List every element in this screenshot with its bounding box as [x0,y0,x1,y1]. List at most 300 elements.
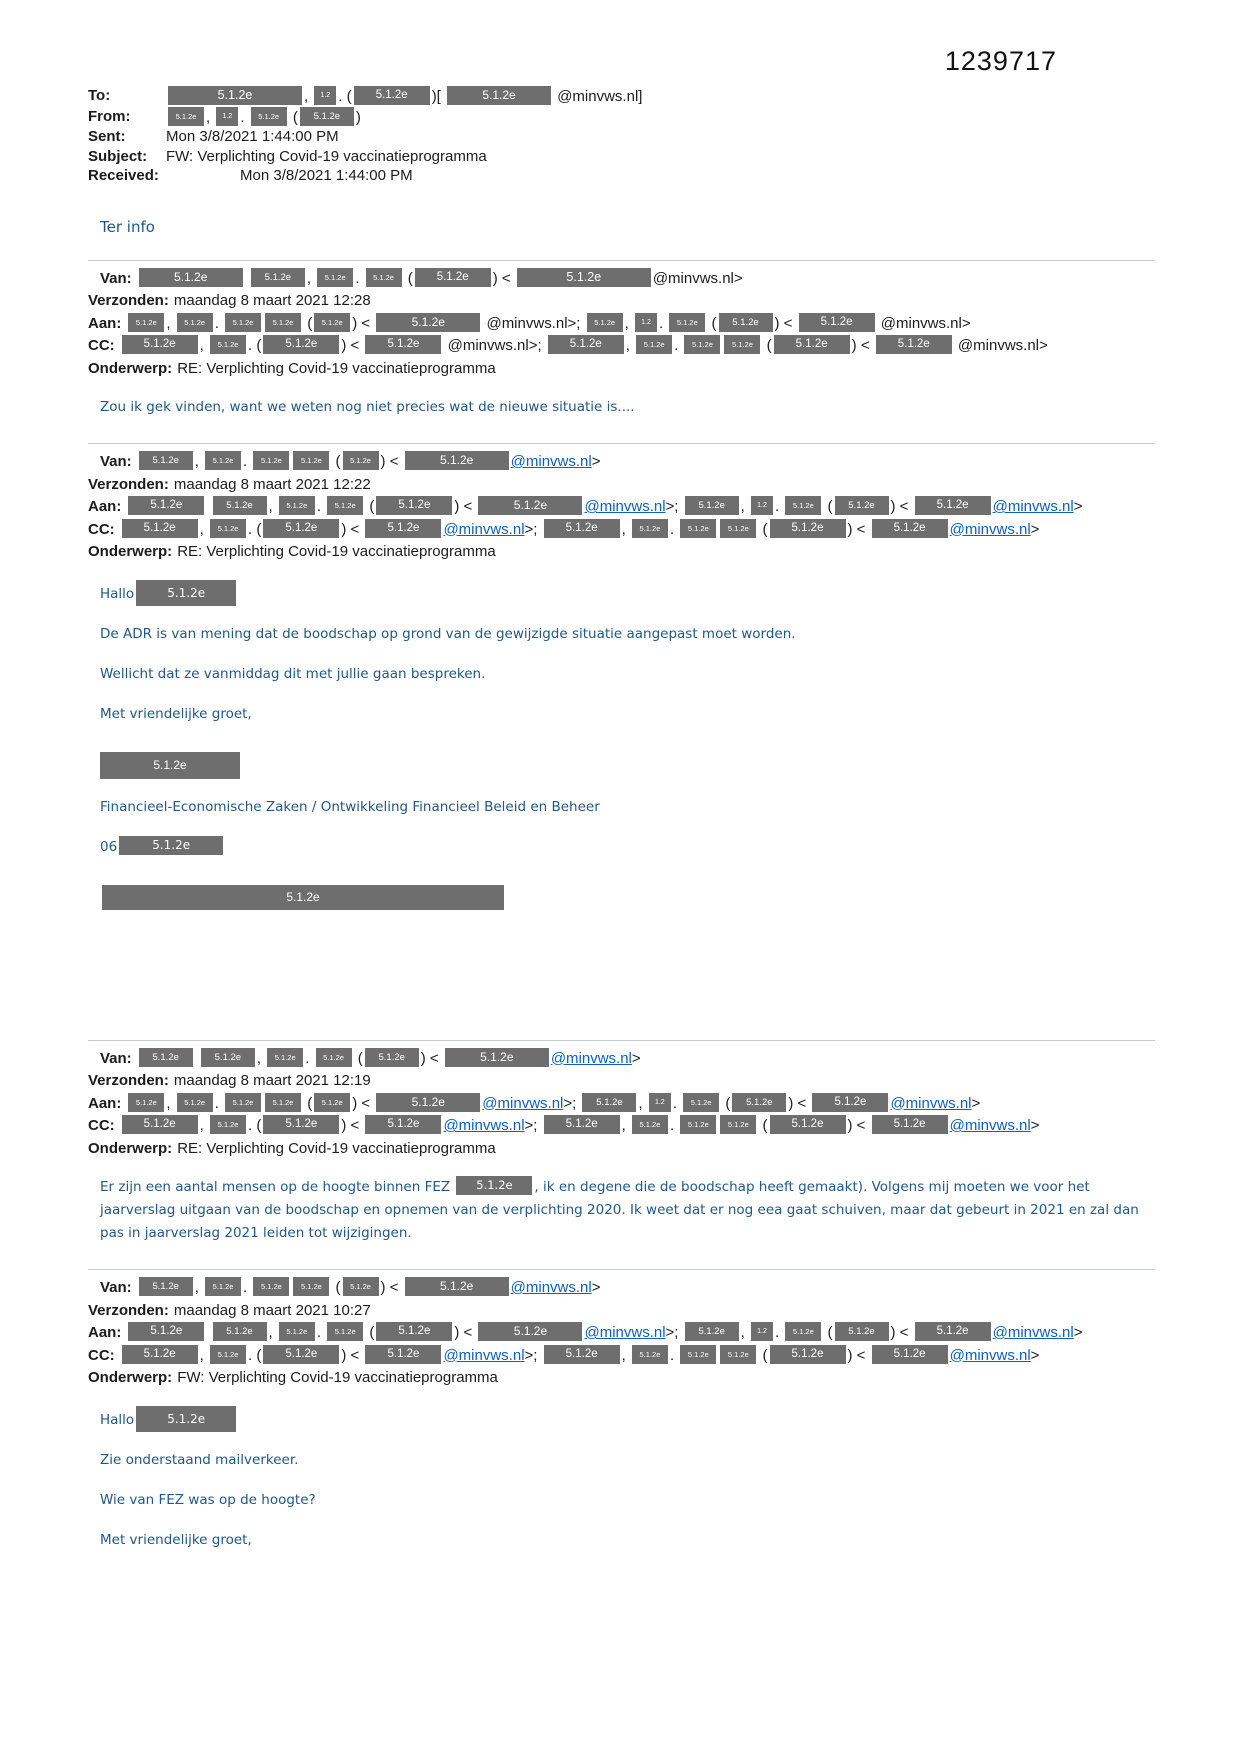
text-fragment: . [669,520,679,538]
text-fragment: ) < [847,1346,870,1364]
text-fragment: . ( [248,1117,262,1134]
redaction-box: 5.1.2e [376,496,452,515]
text-fragment: > [971,1094,981,1112]
text-fragment: ) < [851,337,874,354]
redaction-box: 5.1.2e [343,1277,379,1296]
text-fragment: , [268,498,277,515]
text-fragment: )[ [431,88,446,105]
text-fragment: ) < [380,453,403,470]
redaction-box: 5.1.2e [263,1345,339,1364]
redaction-box: 5.1.2e [724,335,760,354]
email-address-link[interactable]: @minvws.nl [949,1117,1031,1134]
text-fragment: Zou ik gek vinden, want we weten nog niet precies wat de nieuwe situatie is.... [100,399,635,415]
redaction-box: 5.1.2e [201,1048,255,1067]
field-value [137,1279,601,1296]
redaction-box: 5.1.2e [544,1115,620,1134]
email-field-row [88,541,1155,563]
redaction-box: 5.1.2e [327,1322,363,1341]
field-value [126,315,970,332]
text-fragment: > [1030,1346,1040,1364]
redaction-box: 5.1.2e [872,1345,948,1364]
redaction-box: 5.1.2e [314,1093,350,1112]
redaction-box: 5.1.2e [447,86,551,105]
text-fragment: . [316,1324,326,1341]
redaction-box: 5.1.2e [279,496,315,515]
email-field-row [88,1345,1155,1367]
field-value [120,521,1040,538]
field-label: Aan: [88,498,122,515]
text-fragment: @minvws.nl>; [482,314,585,332]
field-label: Verzonden: [88,1301,169,1319]
field-label: Van: [100,1279,132,1296]
email-address-link[interactable]: @minvws.nl [510,453,592,470]
redaction-box: 5.1.2e [915,1322,991,1341]
header-row [88,86,1155,107]
email-field-row [88,335,1155,357]
text-fragment: , [621,1117,630,1134]
text-fragment: , [740,498,749,515]
field-label: Aan: [88,1094,122,1112]
email-address-link[interactable]: @minvws.nl [992,498,1074,515]
text-fragment: . ( [248,1346,262,1364]
redaction-box: 5.1.2e [251,107,287,126]
text-fragment [206,1324,210,1341]
redaction-box: 5.1.2e [139,451,193,470]
redaction-box: 5.1.2e [478,1322,582,1341]
text-fragment: ) < [352,314,375,332]
field-label: CC: [88,337,115,354]
text-fragment: >; [665,498,683,515]
redaction-box: 5.1.2e [517,268,651,287]
redaction-box: 5.1.2e [139,268,243,287]
field-value: Mon 3/8/2021 1:44:00 PM [240,167,413,184]
text-fragment: ) < [492,269,515,287]
email-address-link[interactable]: @minvws.nl [584,498,666,515]
email-field-row [88,1048,1155,1070]
text-fragment: . [214,314,224,332]
redaction-box: 5.1.2e [720,519,756,538]
text-fragment: Met vriendelijke groet, [100,1531,252,1548]
email-address-link[interactable]: @minvws.nl [949,1346,1031,1364]
text-fragment: @minvws.nl> [652,269,743,287]
body-paragraph [100,396,1155,419]
email-address-link[interactable]: @minvws.nl [890,1094,972,1112]
text-fragment: , [166,1094,175,1112]
redaction-box: 1.2 [751,496,773,515]
body-paragraph [100,796,1155,819]
quoted-emails-container [88,260,1155,1552]
field-value [126,1095,980,1112]
redaction-box: 5.1.2e [293,1277,329,1296]
redaction-box: 5.1.2e [376,1093,480,1112]
field-label: Sent: [88,128,126,145]
text-fragment: ) [355,108,361,126]
body-paragraph [100,703,1155,726]
redaction-box: 5.1.2e [785,496,821,515]
redaction-bar: 5.1.2e [102,885,504,910]
field-value: maandag 8 maart 2021 12:28 [173,292,371,309]
field-label: CC: [88,1117,115,1134]
field-label: Onderwerp: [88,1369,173,1386]
field-label: Onderwerp: [88,1139,173,1157]
body-paragraph [100,1449,1155,1472]
text-fragment: Zie onderstaand mailverkeer. [100,1451,299,1468]
text-fragment: ) < [380,1279,403,1296]
email-address-link[interactable]: @minvws.nl [949,520,1031,538]
field-value: FW: Verplichting Covid-19 vaccinatieprogramma [166,147,487,165]
text-fragment: , [624,314,633,332]
email-address-link[interactable]: @minvws.nl [443,1346,525,1364]
text-fragment: . [658,314,668,332]
redaction-box: 5.1.2e [684,335,720,354]
email-field-row [88,1322,1155,1344]
redaction-box: 5.1.2e [770,1115,846,1134]
text-fragment: ( [823,498,833,515]
text-fragment: , [199,1117,209,1134]
email-address-link[interactable]: @minvws.nl [482,1094,564,1112]
text-fragment: , [306,269,316,287]
redaction-box: 5.1.2e [544,519,620,538]
text-fragment: , [621,1346,630,1364]
text-fragment: . [669,1117,679,1134]
redaction-box: 5.1.2e [213,1322,267,1341]
body-paragraph [100,580,1155,606]
redaction-box: 5.1.2e [835,496,889,515]
text-fragment: . [305,1049,314,1067]
email-field-row [88,290,1155,312]
redaction-box: 5.1.2e [136,580,236,606]
redaction-box: 5.1.2e [720,1345,756,1364]
field-value [166,107,1155,128]
text-fragment: . [672,1094,682,1112]
header-row [88,147,1155,167]
redaction-box: 5.1.2e [835,1322,889,1341]
redaction-box: 5.1.2e [872,519,948,538]
redaction-box: 5.1.2e [478,496,582,515]
text-fragment: ) < [847,520,870,538]
field-value: maandag 8 maart 2021 12:22 [173,475,371,493]
text-fragment: ) < [341,520,364,538]
redaction-box: 5.1.2e [263,1115,339,1134]
text-fragment: , [621,520,630,538]
redaction-box: 5.1.2e [685,496,739,515]
redaction-box: 5.1.2e [445,1048,549,1067]
text-fragment: ( [762,337,772,354]
redaction-box: 5.1.2e [210,335,246,354]
field-value [137,1050,641,1067]
text-fragment: . [240,108,249,126]
text-fragment: . [243,1279,252,1296]
text-fragment: >; [524,1117,542,1134]
field-value [120,337,1048,354]
redaction-box: 5.1.2e [267,1048,303,1067]
field-label: Onderwerp: [88,543,173,560]
redaction-box: 5.1.2e [128,313,164,332]
redaction-box: 5.1.2e [343,451,379,470]
header-row [88,166,1155,186]
text-fragment: ) < [890,498,913,515]
email-field-row [88,496,1155,518]
redaction-box: 5.1.2e [213,496,267,515]
field-label: Received: [88,167,159,184]
email-address-link[interactable]: @minvws.nl [992,1324,1074,1341]
text-fragment [195,1050,199,1067]
text-fragment: ( [303,1094,313,1112]
redaction-box: 5.1.2e [128,1322,204,1341]
field-label: CC: [88,1346,115,1364]
text-fragment: ( [303,314,313,332]
email-address-link[interactable]: @minvws.nl [443,1117,525,1134]
signature-redaction: 5.1.2e [100,752,240,779]
redaction-box: 5.1.2e [265,313,301,332]
text-fragment: , [740,1324,749,1341]
text-fragment: , [199,1346,209,1364]
field-value: maandag 8 maart 2021 12:19 [173,1072,371,1089]
text-fragment: ( [403,269,413,287]
redaction-box: 5.1.2e [872,1115,948,1134]
email-address-link[interactable]: @minvws.nl [510,1279,592,1296]
text-fragment: Hallo [100,585,135,602]
email-field-row [88,1367,1155,1389]
redaction-box: 5.1.2e [680,1345,716,1364]
text-fragment: . [674,337,683,354]
redaction-box: 5.1.2e [177,1093,213,1112]
redaction-box: 5.1.2e [587,313,623,332]
redaction-box: 5.1.2e [168,107,204,126]
email-address-link[interactable]: @minvws.nl [443,520,525,538]
redaction-box: 5.1.2e [376,313,480,332]
text-fragment: . [316,498,326,515]
text-fragment: @minvws.nl>; [443,337,546,354]
redaction-box: 5.1.2e [376,1322,452,1341]
redaction-box: 5.1.2e [799,313,875,332]
redaction-box: 5.1.2e [314,313,350,332]
text-fragment [206,498,210,515]
redaction-box: 5.1.2e [263,519,339,538]
redaction-box: 5.1.2e [210,1115,246,1134]
field-value [137,453,601,470]
field-label: Van: [100,1049,132,1067]
text-fragment: Hallo [100,1411,135,1428]
text-fragment: ( [707,314,717,332]
text-fragment: ) < [454,1324,477,1341]
field-value [166,86,1155,107]
redaction-box: 5.1.2e [253,1277,289,1296]
redaction-box: 5.1.2e [456,1176,532,1195]
redaction-box: 5.1.2e [327,496,363,515]
text-fragment: ( [823,1324,833,1341]
quoted-email-block [88,443,1155,910]
text-fragment: . ( [248,520,262,538]
redaction-box: 5.1.2e [770,519,846,538]
text-fragment: ) < [788,1094,811,1112]
field-label: Onderwerp: [88,359,173,377]
redaction-box: 5.1.2e [915,496,991,515]
text-fragment: . [355,269,364,287]
field-label: Subject: [88,147,148,165]
redaction-box: 5.1.2e [774,335,850,354]
redaction-box: 5.1.2e [544,1345,620,1364]
text-fragment: ( [758,1117,768,1134]
text-fragment: ( [758,1346,768,1364]
redaction-box: 5.1.2e [293,451,329,470]
text-fragment: . ( [248,337,262,354]
redaction-box: 5.1.2e [405,1277,509,1296]
redaction-box: 5.1.2e [128,1093,164,1112]
text-fragment: . [775,1324,784,1341]
redaction-box: 5.1.2e [136,1406,236,1432]
text-fragment: ) < [341,1346,364,1364]
body-paragraph [100,663,1155,686]
text-fragment: , [199,520,209,538]
field-value: maandag 8 maart 2021 10:27 [173,1301,371,1319]
email-field-row [88,313,1155,335]
redaction-box: 5.1.2e [732,1093,786,1112]
text-fragment: , [199,337,209,354]
text-fragment: ( [758,520,768,538]
redaction-box: 5.1.2e [210,519,246,538]
redaction-box: 5.1.2e [205,451,241,470]
field-label: To: [88,87,111,104]
quoted-email-block [88,1269,1155,1552]
redaction-box: 5.1.2e [680,519,716,538]
redaction-box: 5.1.2e [210,1345,246,1364]
email-address-link[interactable]: @minvws.nl [550,1049,632,1067]
redaction-box: 5.1.2e [354,86,430,105]
text-fragment: ( [353,1049,363,1067]
redaction-box: 5.1.2e [122,1115,198,1134]
field-value [137,270,743,287]
redaction-box: 1.2 [314,86,336,105]
email-field-row [88,1138,1155,1160]
redaction-box: 5.1.2e [365,1048,419,1067]
body-paragraph [100,1529,1155,1552]
redaction-box: 5.1.2e [279,1322,315,1341]
text-fragment: , [638,1094,647,1112]
redaction-box: 5.1.2e [119,836,223,855]
body-paragraph [100,1489,1155,1512]
redaction-box: 5.1.2e [365,519,441,538]
redaction-box: 5.1.2e [669,313,705,332]
body-paragraph [100,836,1155,859]
redaction-box: 5.1.2e [205,1277,241,1296]
redaction-box: 5.1.2e [812,1093,888,1112]
header-row [88,107,1155,128]
redaction-box: 5.1.2e [253,451,289,470]
field-value [120,1117,1040,1134]
text-fragment: ) < [847,1117,870,1134]
redaction-box: 5.1.2e [168,86,302,105]
text-fragment: . [775,498,784,515]
mail-header [88,86,1155,186]
text-fragment: , [194,453,204,470]
redaction-box: 5.1.2e [139,1048,193,1067]
email-field-row [88,519,1155,541]
text-fragment: ) < [341,1117,364,1134]
text-fragment: Financieel-Economische Zaken / Ontwikkeling Financieel Beleid en Beheer [100,798,600,815]
redaction-box: 5.1.2e [251,268,305,287]
redaction-box: 5.1.2e [225,313,261,332]
field-value [120,1347,1040,1364]
text-fragment: , [256,1049,266,1067]
redaction-box: 5.1.2e [632,1115,668,1134]
header-row [88,127,1155,147]
text-fragment: . [669,1346,679,1364]
text-fragment: Met vriendelijke groet, [100,705,252,722]
redaction-box: 5.1.2e [128,496,204,515]
email-field-row [88,1277,1155,1299]
redaction-box: 5.1.2e [683,1093,719,1112]
email-address-link[interactable]: @minvws.nl [584,1324,666,1341]
field-label: From: [88,107,131,125]
text-fragment: . ( [338,88,352,105]
text-fragment: ) < [341,337,364,354]
redaction-box: 5.1.2e [632,1345,668,1364]
text-fragment: >; [524,520,542,538]
text-fragment: @minvws.nl> [876,314,971,332]
field-value: RE: Verplichting Covid-19 vaccinatieprogramma [177,543,496,560]
text-fragment: @minvws.nl> [953,337,1048,354]
text-fragment: ) < [454,498,477,515]
text-fragment: ( [288,108,298,126]
redaction-box: 5.1.2e [632,519,668,538]
text-fragment: ( [365,1324,375,1341]
body-paragraph [100,1406,1155,1432]
redaction-box: 5.1.2e [265,1093,301,1112]
field-value [126,498,1082,515]
field-value: RE: Verplichting Covid-19 vaccinatieprogramma [177,1139,496,1157]
redaction-box: 5.1.2e [876,335,952,354]
text-fragment: , ik en degene die de boodschap heeft gemaakt). Volgens mij moeten we voor het jaarverslag uitgaan van de boodschap en opnemen van de verplichting 2020. Ik weet dat er nog eea gaat schuiven, maar dat gebeurt in 2021 en zal dan pas in jaarverslag 2021 leiden tot wijzigingen. [100,1179,1139,1241]
text-fragment: , [268,1324,277,1341]
text-fragment: Wellicht dat ze vanmiddag dit met jullie gaan bespreken. [100,665,486,682]
text-fragment: > [591,453,601,470]
text-fragment: , [194,1279,204,1296]
email-field-row [88,1070,1155,1092]
body-paragraph [100,623,1155,646]
redaction-box: 5.1.2e [365,335,441,354]
redaction-box: 5.1.2e [405,451,509,470]
text-fragment: ) < [890,1324,913,1341]
text-fragment: >; [563,1094,581,1112]
redaction-box: 5.1.2e [263,335,339,354]
redaction-box: 1.2 [751,1322,773,1341]
field-label: CC: [88,520,115,538]
redaction-box: 1.2 [635,313,657,332]
redaction-box: 5.1.2e [719,313,773,332]
text-fragment: ( [331,1279,341,1296]
redaction-box: 5.1.2e [548,335,624,354]
redaction-box: 5.1.2e [122,1345,198,1364]
email-field-row [88,1300,1155,1322]
text-fragment: > [1073,498,1083,515]
redaction-box: 5.1.2e [680,1115,716,1134]
field-value: RE: Verplichting Covid-19 vaccinatieprogramma [177,359,496,377]
redaction-box: 5.1.2e [685,1322,739,1341]
text-fragment: ( [365,498,375,515]
text-fragment: @minvws.nl] [553,88,643,105]
text-fragment: . [214,1094,224,1112]
redaction-box: 5.1.2e [177,313,213,332]
field-value [126,1324,1082,1341]
field-label: Verzonden: [88,1072,169,1089]
field-label: Verzonden: [88,475,169,493]
text-fragment: > [591,1279,601,1296]
redaction-box: 5.1.2e [225,1093,261,1112]
email-field-row [88,474,1155,496]
quoted-email-block [88,260,1155,420]
redaction-box: 5.1.2e [300,107,354,126]
